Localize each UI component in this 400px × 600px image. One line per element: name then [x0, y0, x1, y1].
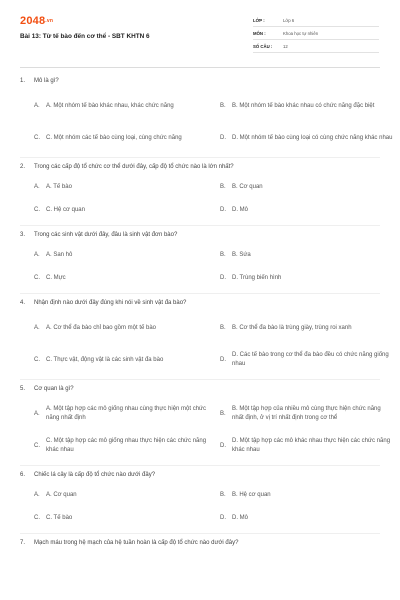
answer-letter: B. [220, 492, 226, 499]
answer-text: C. Một tập hợp các mô giống nhau thực hiện các chức năng khác nhau [46, 438, 207, 453]
answer-letter: A. [34, 252, 40, 259]
answer-letter: A. [34, 410, 40, 417]
answer-grid [20, 176, 380, 222]
answer-option-c[interactable] [34, 122, 208, 154]
answer-text: A. Một tập hợp các mô giống nhau cùng thực hiện một chức năng nhất định [46, 406, 207, 421]
answer-option-a[interactable] [34, 398, 208, 430]
logo-suffix: .vn [45, 18, 54, 24]
question-text [20, 534, 380, 546]
answer-option-c[interactable] [34, 199, 208, 222]
question-2 [20, 158, 380, 222]
answer-text: B. Cơ thể đa bào là trùng giày, trùng roi xanh [232, 324, 352, 331]
info-value: 12 [283, 43, 288, 49]
answer-option-b[interactable] [220, 312, 394, 344]
question-body: Mô là gì? [34, 78, 59, 84]
question-body: Cơ quan là gì? [34, 386, 74, 392]
answer-grid [20, 244, 380, 290]
answer-letter: B. [220, 324, 226, 331]
answer-text: A. Cơ thể đa bào chỉ bao gồm một tế bào [46, 324, 157, 331]
document-title: Bài 13: Từ tế bào đến cơ thể - SBT KHTN 6 [20, 33, 150, 40]
answer-letter: B. [220, 184, 226, 191]
question-7 [20, 534, 380, 546]
question-body: Nhận định nào dưới đây đúng khi nói về sinh vật đa bào? [34, 300, 187, 306]
answer-letter: C. [34, 134, 40, 141]
answer-option-a[interactable] [34, 312, 208, 344]
question-number: 3. [20, 232, 26, 238]
answer-option-d[interactable] [220, 122, 394, 154]
question-text [20, 294, 380, 312]
answer-text: B. Cơ quan [232, 184, 263, 191]
answer-letter: C. [34, 356, 40, 363]
answer-text: B. Sứa [232, 252, 251, 259]
question-text [20, 158, 380, 176]
answer-grid [20, 312, 389, 376]
answer-text: B. Một tập hợp của nhiều mô cùng thực hiện chức năng nhất định, ở vị trí nhất định trong cơ thể [232, 406, 381, 421]
answer-text: A. Tế bào [46, 184, 72, 191]
answer-letter: A. [34, 324, 40, 331]
answer-option-d[interactable] [220, 267, 394, 290]
answer-letter: A. [34, 102, 40, 109]
answer-option-c[interactable] [34, 507, 208, 530]
answer-letter: C. [34, 275, 40, 282]
question-text [20, 226, 380, 244]
question-body: Mạch máu trong hệ mạch của hệ tuần hoàn là cấp độ tổ chức nào dưới đây? [34, 540, 239, 546]
question-body: Trong các cấp độ tổ chức cơ thể dưới đây, cấp độ tổ chức nào là lớn nhất? [34, 164, 234, 170]
answer-text: B. Hệ cơ quan [232, 492, 271, 499]
answer-option-d[interactable] [220, 430, 394, 462]
answer-text: D. Mô [232, 207, 249, 214]
answer-text: D. Các tế bào trong cơ thể đa bào đều có chức năng giống nhau [232, 352, 389, 367]
answer-letter: C. [34, 442, 40, 449]
question-text [20, 466, 380, 484]
answer-text: D. Mô [232, 515, 249, 522]
answer-option-b[interactable] [220, 244, 394, 267]
answer-text: C. Một nhóm các tế bào cùng loại, cùng chức năng [46, 134, 182, 141]
answer-option-d[interactable] [220, 507, 394, 530]
info-row-class [253, 14, 379, 27]
answer-letter: B. [220, 102, 226, 109]
answer-text: A. Một nhóm tế bào khác nhau, khác chức năng [46, 102, 174, 109]
info-row-subject [253, 27, 379, 40]
answer-letter: A. [34, 184, 40, 191]
answer-text: B. Một nhóm tế bào khác nhau có chức năng đặc biệt [232, 102, 375, 109]
answer-option-b[interactable] [220, 484, 394, 507]
info-value: Khoa học tự nhiên [283, 30, 319, 36]
answer-letter: D. [220, 207, 226, 214]
question-1 [20, 72, 393, 154]
info-label: MÔN : [253, 30, 266, 36]
question-number: 5. [20, 386, 26, 392]
answer-grid [20, 398, 391, 462]
question-3 [20, 226, 380, 290]
answer-text: A. San hô [46, 252, 73, 259]
question-number: 6. [20, 472, 26, 478]
answer-letter: C. [34, 515, 40, 522]
answer-letter: B. [220, 252, 226, 259]
answer-letter: A. [34, 492, 40, 499]
answer-text: A. Cơ quan [46, 492, 77, 499]
answer-letter: D. [220, 275, 226, 282]
answer-letter: D. [220, 356, 226, 363]
question-body: Trong các sinh vật dưới đây, đâu là sinh vật đơn bào? [34, 232, 178, 238]
answer-text: C. Mực [46, 275, 66, 282]
question-5 [20, 380, 391, 462]
site-logo[interactable] [20, 15, 53, 27]
question-4 [20, 294, 389, 376]
info-label: LỚP : [253, 17, 265, 23]
question-6 [20, 466, 380, 530]
answer-text: D. Một tập hợp các mô khác nhau thực hiện các chức năng khác nhau [232, 438, 391, 453]
answer-grid [20, 484, 380, 530]
answer-text: C. Thực vật, động vật là các sinh vật đa bào [46, 356, 164, 363]
info-value: Lớp 6 [283, 17, 295, 23]
logo-text: 2048 [20, 15, 46, 27]
answer-letter: B. [220, 410, 226, 417]
answer-text: D. Trùng biến hình [232, 275, 282, 282]
answer-letter: D. [220, 442, 226, 449]
answer-text: C. Hệ cơ quan [46, 207, 85, 214]
info-label: SỐ CÂU : [253, 43, 273, 49]
answer-option-c[interactable] [34, 430, 208, 462]
info-panel [253, 14, 379, 53]
answer-option-a[interactable] [34, 484, 208, 507]
answer-option-b[interactable] [220, 90, 394, 122]
question-text [20, 72, 380, 90]
answer-option-a[interactable] [34, 90, 208, 122]
answer-option-c[interactable] [34, 344, 208, 376]
question-number: 7. [20, 540, 26, 546]
answer-option-a[interactable] [34, 244, 208, 267]
answer-option-a[interactable] [34, 176, 208, 199]
answer-text: C. Tế bào [46, 515, 73, 522]
question-number: 4. [20, 300, 26, 306]
question-number: 2. [20, 164, 26, 170]
answer-letter: D. [220, 515, 226, 522]
question-text [20, 380, 380, 398]
question-list [20, 72, 393, 549]
answer-option-c[interactable] [34, 267, 208, 290]
answer-grid [20, 90, 393, 154]
question-number: 1. [20, 78, 26, 84]
answer-letter: D. [220, 134, 226, 141]
answer-text: D. Một nhóm tế bào cùng loại có cùng chức năng khác nhau [232, 134, 393, 141]
answer-option-b[interactable] [220, 398, 394, 430]
page-header [0, 0, 400, 62]
info-row-count [253, 40, 379, 53]
question-body: Chiếc lá cây là cấp độ tổ chức nào dưới đây? [34, 472, 156, 478]
answer-option-b[interactable] [220, 176, 394, 199]
answer-option-d[interactable] [220, 199, 394, 222]
header-divider [20, 67, 380, 68]
answer-option-d[interactable] [220, 344, 394, 376]
answer-letter: C. [34, 207, 40, 214]
